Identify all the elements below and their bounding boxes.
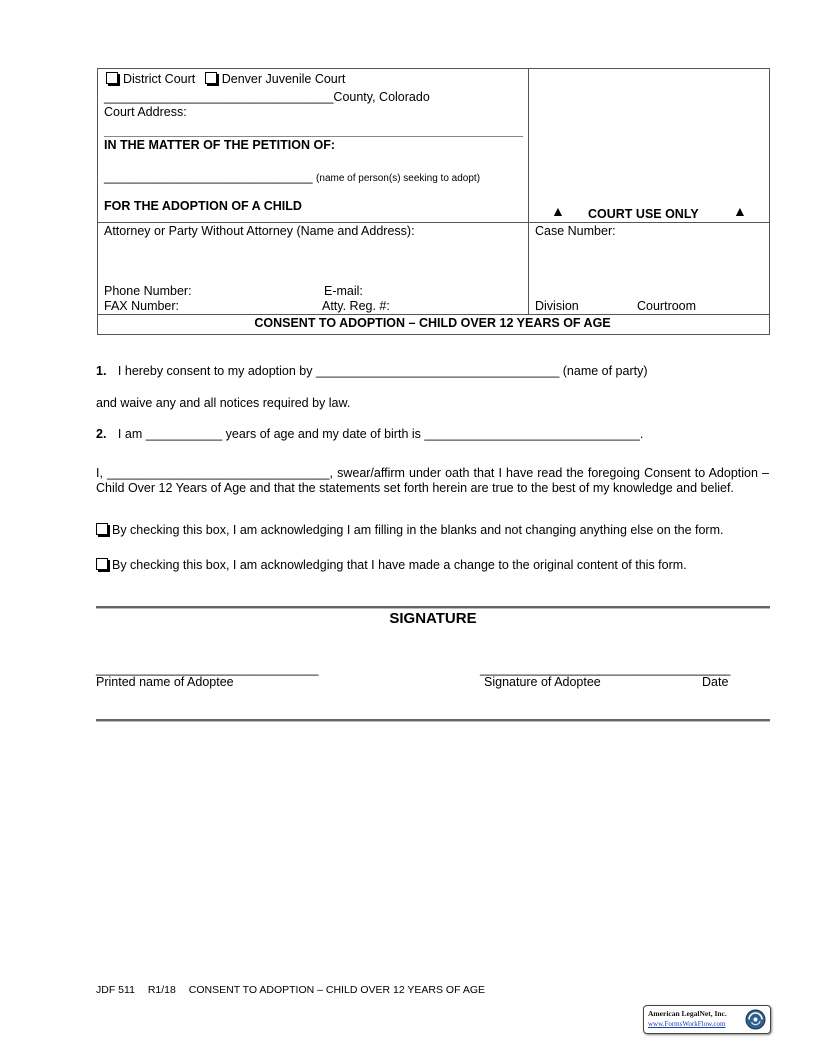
fax-label: FAX Number: [104,299,180,313]
denver-juvenile-court-checkbox[interactable] [205,72,217,84]
item-1-text: I hereby consent to my adoption by ___________________________________ (name of party) [117,364,648,378]
oath-paragraph: I, ________________________________, swear/affirm under oath that I have read the foregoing Consent to Adoption – Child Over 12 Years of Age and that the statements set forth herein are true to the best of my knowledge and belief. [96,466,769,495]
publisher-logo [643,1005,771,1034]
attorney-label: Attorney or Party Without Attorney (Name and Address): [104,224,415,238]
item-1 [96,364,648,378]
item-2 [96,427,643,441]
item-1-number: 1. [96,364,107,378]
changed-content-checkbox[interactable] [96,558,108,570]
checkbox-2-text: By checking this box, I am acknowledging that I have made a change to the original content of this form. [112,558,687,572]
footer-form-code: JDF 511 [96,984,135,996]
item-2-text: I am ___________ years of age and my date of birth is _______________________________. [117,427,644,441]
signature-bottom-rule [96,719,770,722]
signature-label: Signature of Adoptee [484,675,601,689]
footer-title: CONSENT TO ADOPTION – CHILD OVER 12 YEARS OF AGE [188,984,486,996]
form-title: CONSENT TO ADOPTION – CHILD OVER 12 YEARS OF AGE [254,316,611,330]
footer-revision: R1/18 [147,984,176,996]
checkbox-1-row [96,522,769,538]
globe-icon [745,1009,766,1030]
atty-reg-label: Atty. Reg. #: [322,299,390,313]
county-label: County, Colorado [333,90,430,104]
matter-heading: IN THE MATTER OF THE PETITION OF: [104,138,336,152]
phone-label: Phone Number: [104,284,192,298]
denver-juvenile-court-label: Denver Juvenile Court [221,72,346,86]
adoption-heading: FOR THE ADOPTION OF A CHILD [104,199,302,213]
date-label: Date [702,675,729,689]
signature-heading: SIGNATURE [389,610,477,627]
caption-divider-vertical [528,68,529,315]
printed-name-label: Printed name of Adoptee [96,675,234,689]
petitioner-blank[interactable]: ______________________________ [104,170,313,184]
checkbox-2-row [96,558,687,572]
petitioner-line [104,170,480,184]
checkbox-1-text: By checking this box, I am acknowledging I am filling in the blanks and not changing anything else on the form. [112,523,724,537]
county-blank[interactable]: _________________________________ [104,90,334,104]
court-address-label: Court Address: [104,105,187,119]
case-number-label: Case Number: [535,224,616,238]
district-court-label: District Court [123,72,196,86]
item-2-number: 2. [96,427,107,441]
signature-top-rule [96,606,770,609]
logo-name: American LegalNet, Inc. [648,1009,727,1018]
triangle-right-icon: ▲ [733,203,747,219]
waive-text: and waive any and all notices required by law. [96,396,351,410]
signature-line[interactable]: ____________________________________ [480,662,731,676]
triangle-left-icon: ▲ [551,203,565,219]
court-use-only: COURT USE ONLY [588,207,699,221]
courtroom-label: Courtroom [637,299,697,313]
footer [96,984,485,996]
fill-blanks-checkbox[interactable] [96,523,108,535]
court-address-rule [104,136,523,137]
court-type-row [106,72,345,86]
petitioner-hint: (name of person(s) seeking to adopt) [316,173,481,184]
county-line [104,90,430,104]
logo-url[interactable]: www.FormsWorkFlow.com [648,1020,726,1028]
division-label: Division [535,299,579,313]
printed-name-line[interactable]: ________________________________ [96,662,319,676]
email-label: E-mail: [324,284,363,298]
district-court-checkbox[interactable] [106,72,118,84]
caption-divider-title [97,314,769,315]
caption-divider-mid [97,222,769,223]
